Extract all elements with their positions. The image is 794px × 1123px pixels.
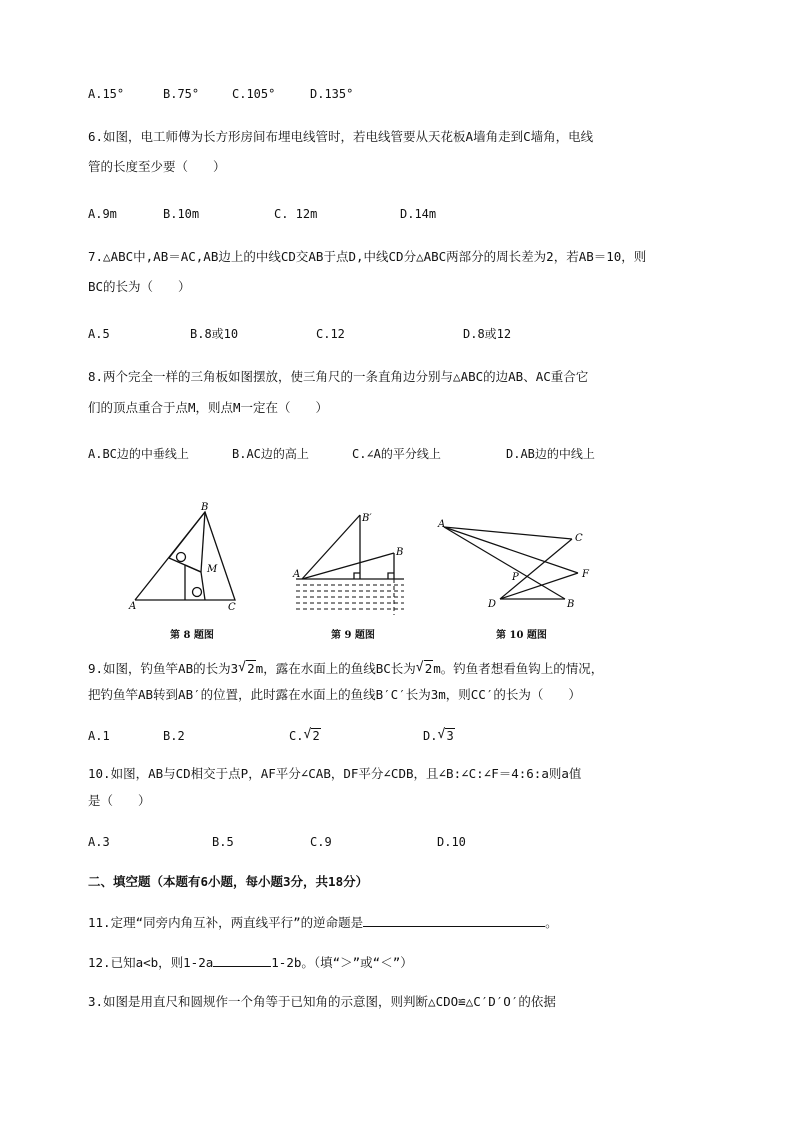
q9-option-d-sqrt (437, 727, 454, 745)
q9-option-c-prefix: C. (289, 729, 304, 743)
q9-option-d (423, 727, 455, 745)
fig8-label-m: M (207, 564, 218, 575)
q6-option-c: C. 12m (274, 207, 318, 221)
q6-option-a: A.9m (88, 207, 117, 221)
q9-option-a: A.1 (88, 729, 110, 743)
q10-option-d: D.10 (437, 835, 466, 849)
fig10-label-d: D (488, 599, 497, 610)
q6-option-b: B.10m (163, 207, 200, 221)
q5-option-a: A.15° (88, 87, 125, 101)
q5-option-b: B.75° (163, 87, 200, 101)
q12-end: 1-2b。（填“＞”或“＜”） (271, 955, 413, 970)
figure-8-caption: 第 8 题图 (170, 630, 214, 641)
q10-option-a: A.3 (88, 835, 110, 849)
q8-stem-line1: 8.两个完全一样的三角板如图摆放，使三角尺的一条直角边分别与△ABC的边AB、AC重合它 (88, 369, 589, 384)
q13-stem-line1: 3.如图是用直尺和圆规作一个角等于已知角的示意图，则判断△CDO≌△C′D′O′的依据 (88, 994, 556, 1009)
fig9-label-a: A (293, 569, 301, 580)
q9-sqrt-line (416, 660, 434, 678)
q6-option-d: D.14m (400, 207, 437, 221)
q12-text: 12.已知a<b，则1-2a (88, 955, 214, 970)
fig8-label-b: B (201, 502, 209, 513)
q9-text-c: m。钓鱼者想看鱼钩上的情况， (433, 661, 604, 676)
fig10-label-f: F (582, 569, 589, 580)
q7-stem-line2: BC的长为（ ） (88, 279, 191, 294)
fig8-label-a: A (129, 601, 137, 612)
q9-sqrt-line-radicand: 2 (424, 661, 433, 676)
q5-option-c: C.105° (232, 87, 276, 101)
q7-option-c: C.12 (316, 327, 345, 341)
q9-sqrt-rod (238, 660, 256, 678)
q9-stem-line1 (88, 660, 603, 678)
q11-text: 11.定理“同旁内角互补，两直线平行”的逆命题是 (88, 915, 364, 930)
q7-option-d: D.8或12 (463, 327, 512, 341)
q9-text-a: 9.如图，钓鱼竿AB的长为 (88, 661, 231, 676)
fig10-label-c: C (575, 533, 583, 544)
q9-sqrt-rod-radicand: 2 (247, 661, 255, 676)
q12-answer-blank[interactable] (213, 953, 271, 967)
figure-10-caption: 第 10 题图 (496, 630, 547, 641)
q9-option-b: B.2 (163, 729, 185, 743)
fig10-label-p: P (512, 572, 519, 583)
q12-stem (88, 953, 413, 972)
q9-option-d-radicand: 3 (446, 729, 454, 743)
q9-stem-line2: 把钓鱼竿AB转到AB′的位置，此时露在水面上的鱼线B′C′长为3m，则CC′的长为（ ） (88, 687, 581, 702)
q7-option-b: B.8或10 (190, 327, 239, 341)
q9-option-c-radicand: 2 (312, 729, 320, 743)
q9-option-d-prefix: D. (423, 729, 438, 743)
fig9-label-b-prime: B′ (362, 513, 372, 524)
q6-stem-line1: 6.如图，电工师傅为长方形房间布埋电线管时，若电线管要从天花板A墙角走到C墙角，电线 (88, 129, 594, 144)
section-heading: 二、填空题（本题有6小题，每小题3分，共18分） (88, 874, 369, 889)
fig10-label-b: B (567, 599, 575, 610)
q11-stem (88, 913, 558, 932)
q6-stem-line2: 管的长度至少要（ ） (88, 159, 226, 174)
q10-option-b: B.5 (212, 835, 234, 849)
q5-option-d: D.135° (310, 87, 354, 101)
q8-option-b: B.AC边的高上 (232, 447, 309, 461)
q10-stem-line2: 是（ ） (88, 793, 151, 808)
fig8-label-c: C (228, 602, 236, 613)
q9-coef: 3 (230, 661, 239, 676)
q8-option-d: D.AB边的中线上 (506, 447, 595, 461)
figure-8 (125, 500, 250, 615)
q10-option-c: C.9 (310, 835, 332, 849)
q7-stem-line1: 7.△ABC中,AB＝AC,AB边上的中线CD交AB于点D,中线CD分△ABC两部分的周长差为2，若AB＝10，则 (88, 249, 647, 264)
q8-option-a: A.BC边的中垂线上 (88, 447, 189, 461)
q11-answer-blank[interactable] (363, 913, 545, 927)
figure-9-caption: 第 9 题图 (331, 630, 375, 641)
q9-option-c (289, 727, 321, 745)
fig9-label-b: B (396, 547, 404, 558)
q7-option-a: A.5 (88, 327, 110, 341)
figure-10 (432, 515, 602, 615)
fig10-label-a: A (438, 519, 446, 530)
q11-end: 。 (545, 915, 558, 930)
q8-option-c: C.∠A的平分线上 (352, 447, 441, 461)
q9-text-b: m，露在水面上的鱼线BC长为 (255, 661, 416, 676)
q10-stem-line1: 10.如图，AB与CD相交于点P，AF平分∠CAB，DF平分∠CDB，且∠B:∠C:∠F＝4:6:a则a值 (88, 766, 582, 781)
q9-option-c-sqrt (303, 727, 320, 745)
figure-9 (288, 505, 416, 620)
q8-stem-line2: 们的顶点重合于点M，则点M一定在（ ） (88, 400, 329, 415)
